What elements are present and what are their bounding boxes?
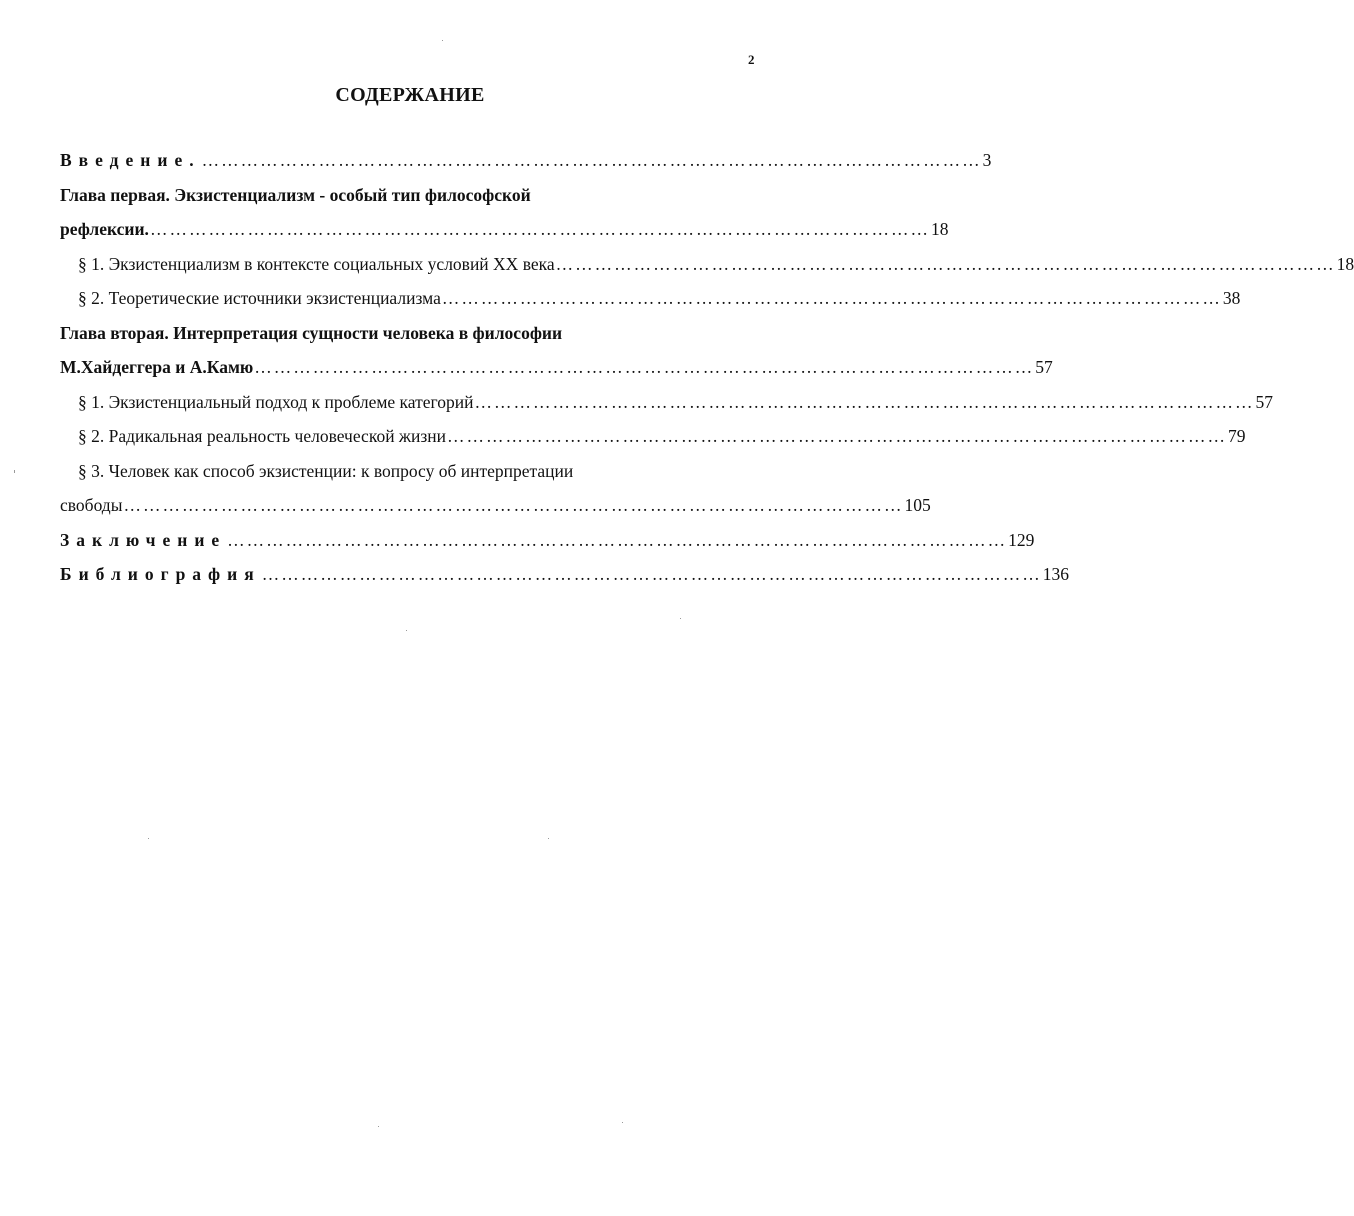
toc-page-number: 136 — [1042, 564, 1069, 584]
toc-entry-label: свободы — [60, 495, 123, 515]
toc-entry-label: Библиография — [60, 564, 261, 584]
toc-entry-ch1-s2[interactable] — [60, 288, 1241, 323]
leader-dots: ………………………………………………………………………………………………………… — [149, 219, 930, 239]
toc-entry-label: § 2. Теоретические источники экзистенциализма — [78, 288, 441, 308]
toc-entry-bibliography[interactable] — [60, 564, 1069, 599]
scan-speck — [148, 838, 149, 839]
scan-speck — [442, 40, 443, 41]
toc-chapter1-heading[interactable]: Глава первая. Экзистенциализм - особый тип философской — [60, 184, 531, 205]
toc-page-number: 105 — [904, 495, 931, 515]
page-number: 2 — [748, 52, 755, 67]
scan-speck — [622, 1122, 623, 1123]
toc-page-number: 57 — [1035, 357, 1053, 377]
toc-entry-ch1-s1[interactable] — [60, 253, 1354, 289]
leader-dots: ………………………………………………………………………………………………………… — [474, 391, 1255, 412]
leader-dots: ………………………………………………………………………………………………………… — [555, 253, 1336, 274]
toc-entry-chapter2[interactable] — [60, 357, 1053, 392]
scan-speck — [680, 618, 681, 619]
scan-speck — [548, 838, 549, 839]
toc-page-number: 129 — [1008, 529, 1035, 550]
leader-dots: ………………………………………………………………………………………………………… — [227, 529, 1008, 550]
toc-entry-label: М.Хайдеггера и А.Камю — [60, 357, 254, 377]
scan-speck — [378, 1126, 379, 1127]
toc-page-number: 18 — [930, 219, 949, 239]
toc-entry-intro[interactable] — [60, 150, 992, 185]
toc-page-number: 18 — [1336, 253, 1354, 274]
toc-page-number: 79 — [1228, 426, 1246, 446]
toc-entry-label: § 1. Экзистенциализм в контексте социальных условий XX века — [78, 253, 555, 274]
toc-page-number: 38 — [1222, 288, 1241, 308]
leader-dots: ………………………………………………………………………………………………………… — [447, 426, 1228, 446]
toc-entry-label: Введение. — [60, 150, 201, 170]
toc-entry-ch2-s3[interactable] — [60, 495, 931, 530]
toc-page-number: 3 — [982, 150, 992, 170]
table-of-contents — [60, 150, 1354, 599]
leader-dots: ………………………………………………………………………………………………………… — [201, 150, 982, 170]
toc-entry-label: § 2. Радикальная реальность человеческой жизни — [78, 426, 447, 446]
leader-dots: ………………………………………………………………………………………………………… — [254, 357, 1035, 377]
toc-page-number: 57 — [1255, 391, 1273, 412]
leader-dots: ………………………………………………………………………………………………………… — [441, 288, 1222, 308]
toc-ch2-s3-heading[interactable]: § 3. Человек как способ экзистенции: к вопросу об интерпретации — [78, 460, 574, 481]
toc-entry-ch2-s2[interactable] — [60, 426, 1246, 461]
scan-speck — [406, 630, 407, 631]
leader-dots: ………………………………………………………………………………………………………… — [261, 564, 1042, 584]
leader-dots: ………………………………………………………………………………………………………… — [123, 495, 904, 515]
toc-entry-label: рефлексии. — [60, 219, 149, 239]
toc-entry-label: Заключение — [60, 529, 227, 550]
toc-entry-label: § 1. Экзистенциальный подход к проблеме категорий — [78, 391, 474, 412]
toc-chapter2-heading[interactable]: Глава вторая. Интерпретация сущности человека в философии — [60, 322, 563, 343]
page-title: СОДЕРЖАНИЕ — [335, 84, 485, 106]
toc-entry-ch2-s1[interactable] — [60, 391, 1273, 427]
toc-entry-conclusion[interactable] — [60, 529, 1035, 565]
toc-entry-chapter1[interactable] — [60, 219, 949, 254]
scan-speck — [14, 470, 15, 473]
